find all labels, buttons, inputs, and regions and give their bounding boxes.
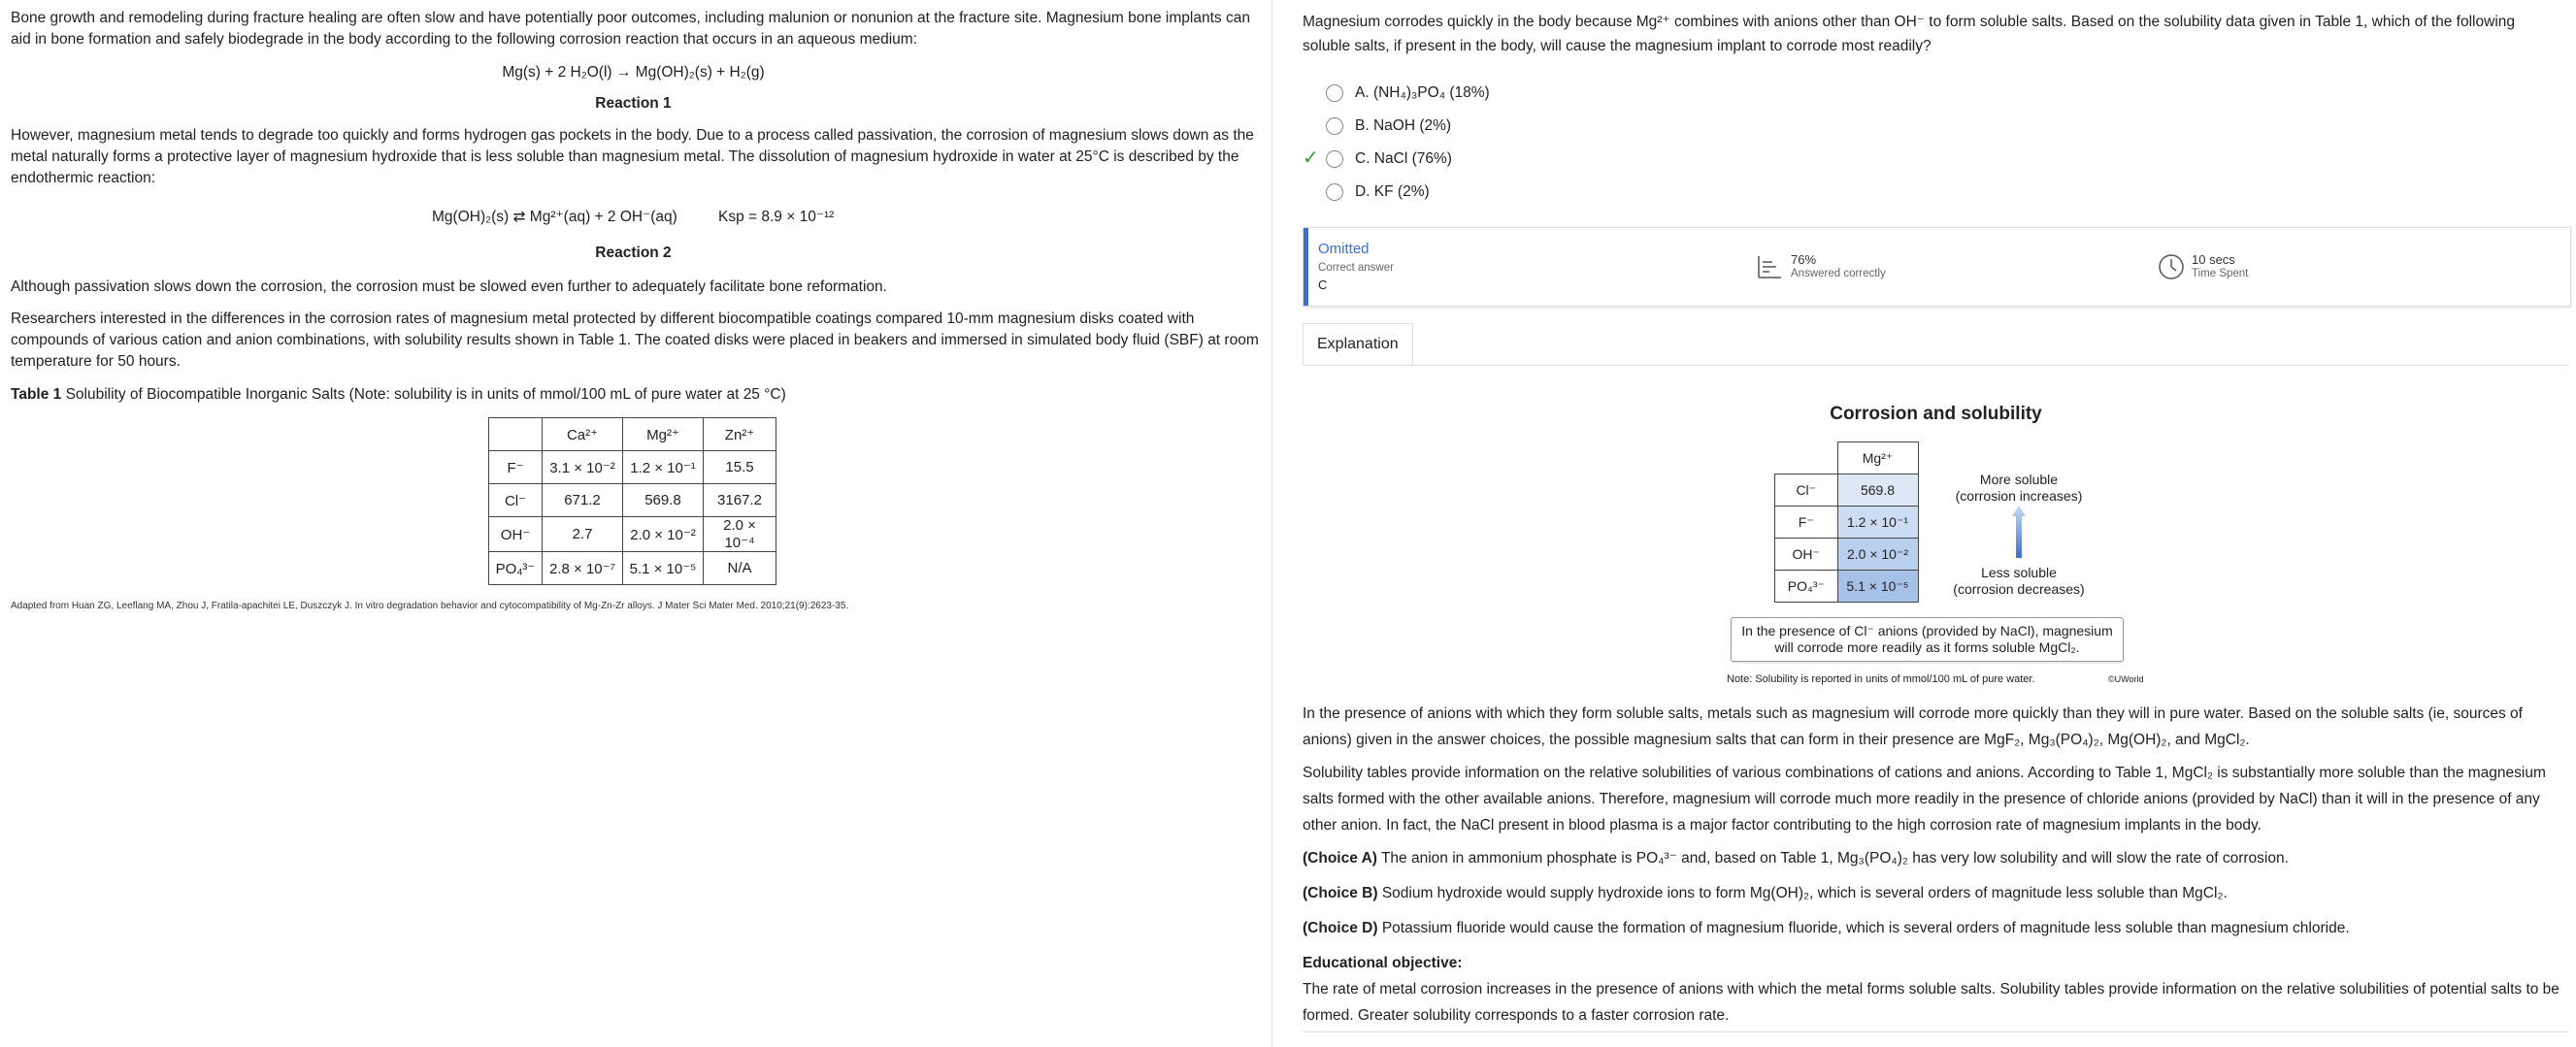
more-soluble-label [1932, 472, 2106, 505]
passage-passivation: However, magnesium metal tends to degrade too quickly and forms hydrogen gas pockets in the body. Due to a process called passivation, the corrosion of magnesium slows down as the metal naturally forms a protective layer of magnesium hydroxide that is less soluble than magnesium metal. The dissolution of magnesium hydroxide in water at 25°C is described by the endothermic reaction: [11, 127, 1254, 186]
answer-choice-b[interactable] [1326, 115, 1451, 138]
table-caption-text: Solubility of Biocompatible Inorganic Salts (Note: solubility is in units of mmol/100 mL of pure water at 25 °C) [65, 386, 786, 403]
time-spent: 10 secs [2192, 252, 2235, 267]
clock-icon [2158, 253, 2185, 280]
table-header-cell: Ca²⁺ [543, 418, 623, 451]
objective-text: The rate of metal corrosion increases in the presence of anions with which the metal forms soluble salts. Solubility tables provide information on the relative solubilities of potential salts to be formed. Greater solubility corresponds to a faster corrosion rate. [1303, 981, 2559, 1024]
choice-d-label: (Choice D) [1303, 920, 1378, 936]
table-cell: 569.8 [623, 484, 704, 517]
fig-anion: Cl⁻ [1775, 474, 1838, 507]
tab-underline [1303, 365, 2569, 366]
solubility-table [488, 417, 776, 585]
fig-value: 1.2 × 10⁻¹ [1837, 507, 1918, 539]
table-cell: 2.0 × 10⁻⁴ [704, 517, 776, 552]
fig-anion: OH⁻ [1775, 539, 1838, 571]
time-spent-label: Time Spent [2192, 268, 2249, 279]
fig-value: 569.8 [1837, 474, 1918, 507]
explanation-choice-d [1303, 915, 2569, 941]
fig-row [1775, 474, 1919, 507]
choice-label: B. NaOH (2%) [1355, 117, 1452, 134]
question-pane [1303, 0, 2564, 1047]
fig-empty-cell [1775, 442, 1838, 474]
passage-research: Researchers interested in the differences in the corrosion rates of magnesium metal protected by different biocompatible coatings compared 10-mm magnesium disks coated with compounds of various cation and anion combinations, with solubility results shown in Table 1. The coated disks were placed in beakers and immersed in simulated body fluid (SBF) at room temperature for 50 hours. [11, 311, 1259, 370]
table-cell: PO₄³⁻ [489, 552, 543, 585]
explanation-para-1: In the presence of anions with which they form soluble salts, metals such as magnesium will corrode more quickly than they will in pure water. Based on the soluble salts (ie, sources of anions) given in the answer choices, the possible magnesium salts that can form in their presence are MgF₂, Mg₃(PO₄)₂, Mg(OH)₂, and MgCl₂. [1303, 705, 2523, 748]
fig-row [1775, 539, 1919, 571]
table-citation: Adapted from Huan ZG, Leeflang MA, Zhou J, Fratila-apachitei LE, Duszczyk J. In vitro degradation behavior and cytocompatibility of Mg-Zn-Zr alloys. J Mater Sci Mater Med. 2010;21(9):2623-35. [11, 601, 849, 611]
table-cell: 5.1 × 10⁻⁵ [623, 552, 704, 585]
figure-note: Note: Solubility is reported in units of mmol/100 mL of pure water. [1727, 673, 2035, 685]
fig-value: 5.1 × 10⁻⁵ [1837, 571, 1918, 603]
table-cell: F⁻ [489, 451, 543, 484]
table-header-cell: Zn²⁺ [704, 418, 776, 451]
figure-callout: In the presence of Cl⁻ anions (provided by NaCl), magnesium will corrode more readily as it forms soluble MgCl₂. [1731, 617, 2124, 662]
solubility-arrow-icon [2011, 505, 2027, 559]
answer-choice-c[interactable] [1326, 147, 1452, 171]
radio-c[interactable] [1326, 150, 1343, 168]
explanation-choice-b [1303, 880, 2569, 906]
reaction-1-equation: Mg(s) + 2 H₂O(l) → Mg(OH)₂(s) + H₂(g) [502, 64, 765, 81]
percent-correct-label: Answered correctly [1791, 268, 1886, 279]
explanation-para-2: Solubility tables provide information on the relative solubilities of various combinations of cations and anions. According to Table 1, MgCl₂ is substantially more soluble than the magnesium salts formed with the other available anions. Therefore, magnesium will corrode much more readily in the presence of chloride anions (provided by NaCl) than it will in the presence of any other anion. In fact, the NaCl present in blood plasma is a major factor contributing to the high corrosion rate of magnesium implants in the body. [1303, 765, 2546, 834]
table-cell: 2.7 [543, 517, 623, 552]
answer-choice-d[interactable] [1326, 180, 1430, 204]
radio-b[interactable] [1326, 117, 1343, 135]
reaction-1-label: Reaction 1 [595, 95, 672, 112]
passage-slowed: Although passivation slows down the corrosion, the corrosion must be slowed even further to adequately facilitate bone reformation. [11, 278, 887, 295]
more-soluble-subtext: (corrosion increases) [1955, 488, 2083, 504]
table-header-cell: Mg²⁺ [623, 418, 704, 451]
correct-check-icon: ✓ [1303, 147, 1319, 169]
bottom-rule [1303, 1031, 2569, 1032]
choice-a-label: (Choice A) [1303, 850, 1377, 867]
fig-value: 2.0 × 10⁻² [1837, 539, 1918, 571]
less-soluble-label [1932, 565, 2106, 598]
choice-d-text: Potassium fluoride would cause the formation of magnesium fluoride, which is several orders of magnitude less soluble than magnesium chloride. [1381, 920, 2350, 936]
corrosion-figure-table [1774, 442, 1919, 603]
table-header-row [489, 418, 776, 451]
table-row [489, 451, 776, 484]
ksp-value: Ksp = 8.9 × 10⁻¹² [718, 209, 835, 225]
answer-stats-panel [1303, 227, 2571, 307]
table-row [489, 552, 776, 585]
fig-header-row [1775, 442, 1919, 474]
table-cell: 3.1 × 10⁻² [543, 451, 623, 484]
reaction-2-equation: Mg(OH)₂(s) ⇄ Mg²⁺(aq) + 2 OH⁻(aq) [432, 209, 677, 225]
table-cell: 1.2 × 10⁻¹ [623, 451, 704, 484]
table-row [489, 484, 776, 517]
table-cell: 2.0 × 10⁻² [623, 517, 704, 552]
passage-pane [0, 0, 1267, 1047]
table-label: Table 1 [11, 386, 62, 403]
question-stem: Magnesium corrodes quickly in the body because Mg²⁺ combines with anions other than OH⁻ to form soluble salts. Based on the solubility data given in Table 1, which of the following soluble salts, if present in the body, will cause the magnesium implant to corrode most readily? [1303, 14, 2515, 54]
choice-a-text: The anion in ammonium phosphate is PO₄³⁻ and, based on Table 1, Mg₃(PO₄)₂ has very low solubility and will slow the rate of corrosion. [1380, 850, 2289, 867]
fig-header-cell: Mg²⁺ [1837, 442, 1918, 474]
table-cell: N/A [704, 552, 776, 585]
correct-answer-label: Correct answer [1318, 262, 1394, 274]
fig-row [1775, 571, 1919, 603]
percent-correct: 76% [1791, 252, 1817, 267]
table-cell: 2.8 × 10⁻⁷ [543, 552, 623, 585]
correct-answer-value: C [1318, 278, 1328, 292]
figure-title: Corrosion and solubility [1830, 404, 2042, 424]
stats-accent-bar [1304, 228, 1308, 306]
radio-d[interactable] [1326, 183, 1343, 201]
choice-label: C. NaCl (76%) [1355, 150, 1452, 167]
fig-anion: F⁻ [1775, 507, 1838, 539]
table-caption [11, 384, 1263, 406]
answer-choice-a[interactable] [1326, 82, 1490, 105]
bar-chart-icon [1756, 253, 1783, 280]
table-row [489, 517, 776, 552]
passage-intro: Bone growth and remodeling during fracture healing are often slow and have potentially poor outcomes, including malunion or nonunion at the fracture site. Magnesium bone implants can aid in bone formation and safely biodegrade in the body according to the following corrosion reaction that occurs in an aqueous medium: [11, 10, 1250, 48]
choice-label: A. (NH₄)₃PO₄ (18%) [1355, 84, 1490, 101]
explanation-choice-a [1303, 845, 2569, 871]
choice-label: D. KF (2%) [1355, 183, 1430, 200]
table-cell: OH⁻ [489, 517, 543, 552]
figure-copyright: ©UWorld [2108, 674, 2144, 684]
tab-explanation[interactable]: Explanation [1303, 323, 1413, 365]
less-soluble-text: Less soluble [1981, 565, 2057, 580]
reaction-2-label: Reaction 2 [595, 245, 672, 261]
fig-row [1775, 507, 1919, 539]
pane-divider[interactable] [1271, 0, 1272, 1047]
table-cell: 3167.2 [704, 484, 776, 517]
radio-a[interactable] [1326, 84, 1343, 102]
table-cell: 671.2 [543, 484, 623, 517]
table-header-cell [489, 418, 543, 451]
table-cell: 15.5 [704, 451, 776, 484]
more-soluble-text: More soluble [1979, 472, 2059, 487]
table-cell: Cl⁻ [489, 484, 543, 517]
objective-label: Educational objective: [1303, 955, 1463, 971]
fig-anion: PO₄³⁻ [1775, 571, 1838, 603]
less-soluble-subtext: (corrosion decreases) [1953, 581, 2085, 597]
choice-b-label: (Choice B) [1303, 885, 1378, 901]
choice-b-text: Sodium hydroxide would supply hydroxide ions to form Mg(OH)₂, which is several orders of magnitude less soluble than MgCl₂. [1381, 885, 2228, 901]
status-omitted: Omitted [1318, 241, 1370, 257]
